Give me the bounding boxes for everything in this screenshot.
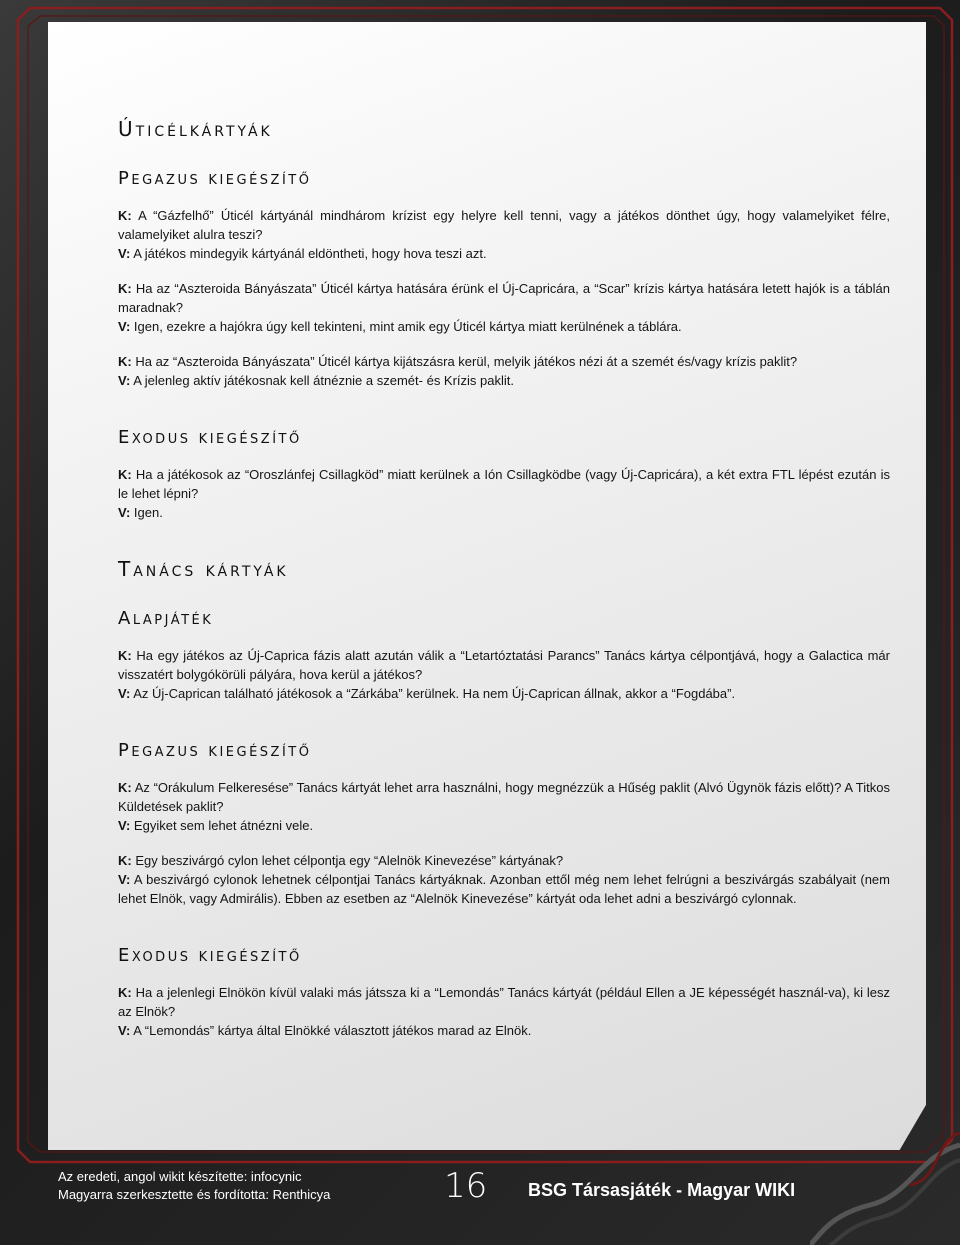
section-title: Tanács kártyák	[118, 557, 289, 581]
subsection-title: Pegazus kiegészítő	[118, 740, 312, 761]
qa-item	[118, 279, 890, 336]
answer-label: V:	[118, 1023, 131, 1038]
question-text: Ha az “Aszteroida Bányászata” Úticél kártya hatására érünk el Új-Capricára, a “Scar” krízis kártya hatására letett hajók is a táblán maradnak?	[118, 281, 890, 315]
answer-text: A “Lemondás” kártya által Elnökké választott játékos marad az Elnök.	[133, 1023, 532, 1038]
footer-title: BSG Társasjáték - Magyar WIKI	[528, 1180, 796, 1200]
page-content	[118, 117, 890, 1056]
question	[118, 646, 890, 684]
question	[118, 983, 890, 1021]
answer-label: V:	[118, 818, 131, 833]
subsection-title: Exodus kiegészítő	[118, 427, 302, 448]
question	[118, 778, 890, 816]
question-label: K:	[118, 648, 132, 663]
question-label: K:	[118, 853, 132, 868]
answer	[118, 503, 890, 522]
answer-label: V:	[118, 872, 131, 887]
subsection-title: Exodus kiegészítő	[118, 945, 302, 966]
qa-item	[118, 465, 890, 522]
answer	[118, 870, 890, 908]
credit-original: Az eredeti, angol wikit készítette: infocynic	[58, 1169, 302, 1184]
answer-label: V:	[118, 319, 131, 334]
qa-item	[118, 983, 890, 1040]
question-label: K:	[118, 780, 132, 795]
spacer	[118, 719, 890, 741]
question	[118, 851, 890, 870]
answer	[118, 684, 890, 703]
answer	[118, 1021, 890, 1040]
credit-translation: Magyarra szerkesztette és fordította: Renthicya	[58, 1187, 331, 1202]
qa-item	[118, 851, 890, 908]
question-label: K:	[118, 985, 132, 1000]
spacer	[118, 924, 890, 946]
answer-text: Az Új-Caprican található játékosok a “Zárkába” kerülnek. Ha nem Új-Caprican állnak, akkor a “Fogdába”.	[133, 686, 736, 701]
answer-text: Egyiket sem lehet átnézni vele.	[133, 818, 314, 833]
question	[118, 465, 890, 503]
subsection-title: Pegazus kiegészítő	[118, 168, 312, 189]
question-text: A “Gázfelhő” Úticél kártyánál mindhárom krízist egy helyre kell tenni, vagy a játékos dönthet úgy, hogy valamelyiket félre, valamelyiket alulra teszi?	[118, 208, 890, 242]
question-text: Ha a játékosok az “Oroszlánfej Csillagköd” miatt kerülnek a Ión Csillagködbe (vagy Új-Capricára), a két extra FTL lépést ezután is le lehet lépni?	[118, 467, 890, 501]
answer-text: Igen.	[133, 505, 163, 520]
qa-item	[118, 778, 890, 835]
question	[118, 352, 890, 371]
question-label: K:	[118, 354, 132, 369]
qa-item	[118, 646, 890, 703]
answer-text: A játékos mindegyik kártyánál eldöntheti, hogy hova teszi azt.	[133, 246, 487, 261]
cable-decoration-icon	[810, 1125, 960, 1245]
question	[118, 279, 890, 317]
question-text: Ha az “Aszteroida Bányászata” Úticél kártya kijátszásra kerül, melyik játékos nézi át a szemét és/vagy krízis paklit?	[135, 354, 798, 369]
answer-text: A jelenleg aktív játékosnak kell átnéznie a szemét- és Krízis paklit.	[133, 373, 514, 388]
answer	[118, 816, 890, 835]
answer-text: A beszivárgó cylonok lehetnek célpontjai Tanács kártyáknak. Azonban ettől még nem lehet felrúgni a beszivárgás szabályait (nem lehet Elnök, vagy Admirális). Ebben az esetben az “Alelnök Kinevezése” kártyát oda lehet adni a beszivárgó cylonnak.	[118, 872, 890, 906]
question-label: K:	[118, 281, 132, 296]
answer-label: V:	[118, 373, 131, 388]
answer	[118, 371, 890, 390]
question-text: Egy beszivárgó cylon lehet célpontja egy “Alelnök Kinevezése” kártyának?	[135, 853, 564, 868]
spacer	[118, 406, 890, 428]
qa-item	[118, 352, 890, 390]
question-text: Az “Orákulum Felkeresése” Tanács kártyát lehet arra használni, hogy megnézzük a Hűség paklit (Alvó Ügynök fázis előtt)? A Titkos Küldetések paklit?	[118, 780, 890, 814]
question-text: Ha egy játékos az Új-Caprica fázis alatt azután válik a “Letartóztatási Parancs” Tanács kártya célpontjává, hogy a Galactica már visszatért bolygókörüli pályára, hova kerül a játékos?	[118, 648, 890, 682]
qa-item	[118, 206, 890, 263]
footer-credits	[58, 1168, 330, 1204]
answer-text: Igen, ezekre a hajókra úgy kell tekinteni, mint amik egy Úticél kártya miatt kerülnének a táblára.	[133, 319, 682, 334]
question-label: K:	[118, 208, 132, 223]
page-number: 16	[444, 1166, 488, 1206]
subsection-title: Alapjáték	[118, 608, 214, 629]
section-title: Úticélkártyák	[118, 117, 273, 141]
answer-label: V:	[118, 246, 131, 261]
question	[118, 206, 890, 244]
question-label: K:	[118, 467, 132, 482]
answer-label: V:	[118, 686, 131, 701]
answer	[118, 317, 890, 336]
footer	[0, 1158, 960, 1245]
question-text: Ha a jelenlegi Elnökön kívül valaki más játssza ki a “Lemondás” Tanács kártyát (például Ellen a JE képességét használ-va), ki lesz az Elnök?	[118, 985, 890, 1019]
answer	[118, 244, 890, 263]
answer-label: V:	[118, 505, 131, 520]
